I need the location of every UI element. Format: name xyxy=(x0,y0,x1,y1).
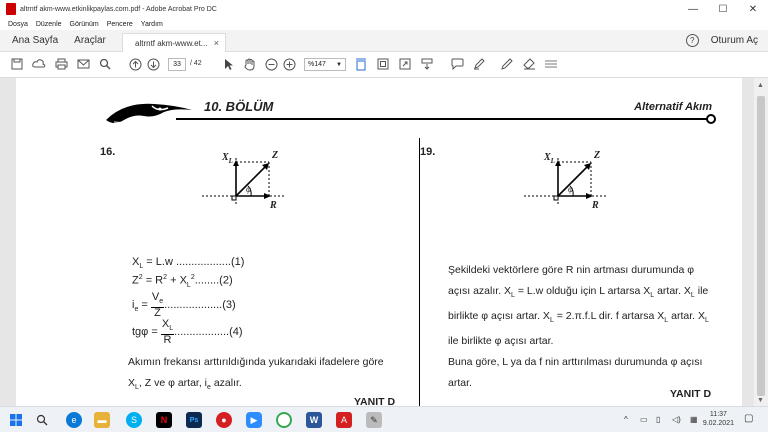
search-icon[interactable] xyxy=(98,57,112,71)
q16-xl-label: $X_L$ xyxy=(222,152,233,165)
question-16-number: 16. xyxy=(100,146,116,158)
chrome-icon[interactable] xyxy=(276,412,292,428)
q19-line-1: Şekildeki vektörlere göre R nin artması durumunda φ xyxy=(448,264,695,276)
skype-icon[interactable]: S xyxy=(126,412,142,428)
menu-file[interactable]: Dosya xyxy=(8,20,28,28)
menu-edit[interactable]: Düzenle xyxy=(35,20,62,28)
q19-line-2: açısı azalır. $X_L = L.w$ olduğu için L artarsa $X_L$ artar. $X_L$ ile xyxy=(448,285,709,300)
page-up-icon[interactable] xyxy=(128,57,142,71)
q19-line-5: Buna göre, L ya da f nin arttırılması durumunda φ açısı xyxy=(448,356,703,369)
vertical-scrollbar[interactable] xyxy=(754,78,768,406)
q16-text-line-1: Akımın frekansı arttırıldığında yukarıdaki ifadelere göre xyxy=(128,356,384,368)
q16-explanation xyxy=(128,352,418,398)
highlight-pen-icon[interactable] xyxy=(472,57,486,71)
taskbar-clock[interactable] xyxy=(703,410,734,428)
close-button[interactable]: ✕ xyxy=(748,3,758,15)
zoom-select[interactable] xyxy=(304,58,346,71)
scrollbar-thumb[interactable] xyxy=(757,96,765,396)
comment-icon[interactable] xyxy=(450,57,464,71)
equation-4: tgφ = $\frac{X_L}{R}$ ..................(4) xyxy=(132,318,243,347)
file-explorer-icon[interactable]: ▬ xyxy=(94,412,110,428)
q19-z-label: Z xyxy=(594,150,601,161)
photoshop-icon[interactable]: Ps xyxy=(186,412,202,428)
tab-bar-right xyxy=(686,34,758,47)
pencil-icon[interactable] xyxy=(500,57,514,71)
eraser-icon[interactable] xyxy=(522,57,536,71)
paint-icon[interactable]: ✎ xyxy=(366,412,382,428)
mail-icon[interactable] xyxy=(76,57,90,71)
q19-xl-label: $X_L$ xyxy=(544,152,555,165)
zoom-out-icon[interactable] xyxy=(264,57,278,71)
zoom-in-icon[interactable] xyxy=(282,57,296,71)
title-bar xyxy=(0,0,768,18)
q19-explanation xyxy=(448,260,730,394)
media-player-icon[interactable]: ● xyxy=(216,412,232,428)
q19-phasor-diagram xyxy=(518,146,618,208)
windows-start-icon[interactable] xyxy=(8,412,24,428)
tab-document-label: altrntf akm-www.et... xyxy=(135,38,208,48)
column-divider xyxy=(419,138,420,406)
window-title: altrntf akm-www.etkinlikpaylas.com.pdf - Adobe Acrobat Pro DC xyxy=(20,5,217,13)
acrobat-app-icon xyxy=(6,3,16,15)
q16-answer: YANIT D xyxy=(354,396,396,406)
save-icon[interactable] xyxy=(10,57,24,71)
equation-2: $Z^2 = R^2 + X_L^2........(2)$ xyxy=(132,274,233,289)
maximize-button[interactable]: ☐ xyxy=(718,3,728,15)
hand-tool-icon[interactable] xyxy=(242,57,256,71)
battery-icon[interactable]: ▯ xyxy=(656,415,661,424)
keyboard-icon[interactable]: ▦ xyxy=(690,415,698,424)
network-icon[interactable]: ▭ xyxy=(640,415,648,424)
q16-phi-label: φ xyxy=(246,184,251,194)
help-icon[interactable]: ? xyxy=(686,34,699,47)
notification-icon[interactable]: ▢ xyxy=(744,413,754,424)
zoom-app-icon[interactable]: ▶ xyxy=(246,412,262,428)
menu-window[interactable]: Pencere xyxy=(106,20,133,28)
equation-3: $i_e$ = $\frac{V_e}{Z}$ ...................(3) xyxy=(132,291,236,320)
search-icon[interactable] xyxy=(34,412,50,428)
menu-view[interactable]: Görünüm xyxy=(69,20,99,28)
edge-browser-icon[interactable]: e xyxy=(66,412,82,428)
window-controls xyxy=(678,0,768,18)
close-icon[interactable]: × xyxy=(213,38,219,48)
toolbar xyxy=(0,52,768,78)
tab-home[interactable]: Ana Sayfa xyxy=(12,35,59,46)
more-tools-icon[interactable] xyxy=(544,57,558,71)
clock-date: 9.02.2021 xyxy=(702,420,734,427)
chevron-down-icon: ▼ xyxy=(336,61,342,68)
q19-phi-label: φ xyxy=(568,184,573,194)
q16-phasor-diagram xyxy=(196,146,296,208)
scroll-mode-icon[interactable] xyxy=(420,57,434,71)
tab-bar xyxy=(0,30,768,52)
q19-answer: YANIT D xyxy=(670,388,712,400)
full-screen-icon[interactable] xyxy=(398,57,412,71)
acrobat-taskbar-icon[interactable]: A xyxy=(336,412,352,428)
tab-document[interactable] xyxy=(122,33,226,52)
minimize-button[interactable]: — xyxy=(688,3,698,15)
question-19-number: 19. xyxy=(420,146,436,158)
scroll-up-icon[interactable]: ▲ xyxy=(757,82,764,89)
q19-line-6: artar. xyxy=(448,377,472,390)
q19-line-4: ile birlikte φ açısı artar. xyxy=(448,335,554,348)
header-rule xyxy=(176,118,710,120)
netflix-icon[interactable]: N xyxy=(156,412,172,428)
tray-chevron-icon[interactable]: ^ xyxy=(624,415,628,424)
q16-r-label: R xyxy=(270,200,277,211)
bird-logo-icon xyxy=(104,100,194,128)
scroll-down-icon[interactable]: ▼ xyxy=(757,397,764,404)
menu-bar xyxy=(0,18,768,30)
fit-width-icon[interactable] xyxy=(354,57,368,71)
clock-time: 11:37 xyxy=(709,411,727,418)
fit-page-icon[interactable] xyxy=(376,57,390,71)
q19-r-label: R xyxy=(592,200,599,211)
zoom-value: %147 xyxy=(308,61,326,68)
q16-text-line-2: $X_L$, Z ve φ artar, $i_e$ azalır. xyxy=(128,377,242,392)
cloud-upload-icon[interactable] xyxy=(32,57,46,71)
sign-in-button[interactable]: Oturum Aç xyxy=(710,35,758,46)
volume-icon[interactable]: ◁) xyxy=(672,415,681,424)
document-area xyxy=(0,78,768,406)
header-circle xyxy=(706,114,716,124)
page-number-input[interactable]: 33 xyxy=(168,58,186,71)
page-total: / 42 xyxy=(190,60,202,67)
left-gutter xyxy=(0,78,16,406)
tab-tools[interactable]: Araçlar xyxy=(74,35,106,46)
page-down-icon[interactable] xyxy=(146,57,160,71)
select-cursor-icon[interactable] xyxy=(222,57,236,71)
chapter-subject: Alternatif Akım xyxy=(634,101,712,113)
print-icon[interactable] xyxy=(54,57,68,71)
equation-1: $X_L = L.w$ ..................(1) xyxy=(132,256,245,271)
word-icon[interactable]: W xyxy=(306,412,322,428)
taskbar xyxy=(0,406,768,432)
chapter-title: 10. BÖLÜM xyxy=(204,99,274,114)
q19-line-3: birlikte φ açısı artar. $X_L = 2.\pi.f.L$ dir. f artarsa $X_L$ artar. $X_L$ xyxy=(448,310,709,325)
menu-help[interactable]: Yardım xyxy=(140,20,163,28)
pdf-page xyxy=(16,78,742,406)
q16-z-label: Z xyxy=(272,150,279,161)
